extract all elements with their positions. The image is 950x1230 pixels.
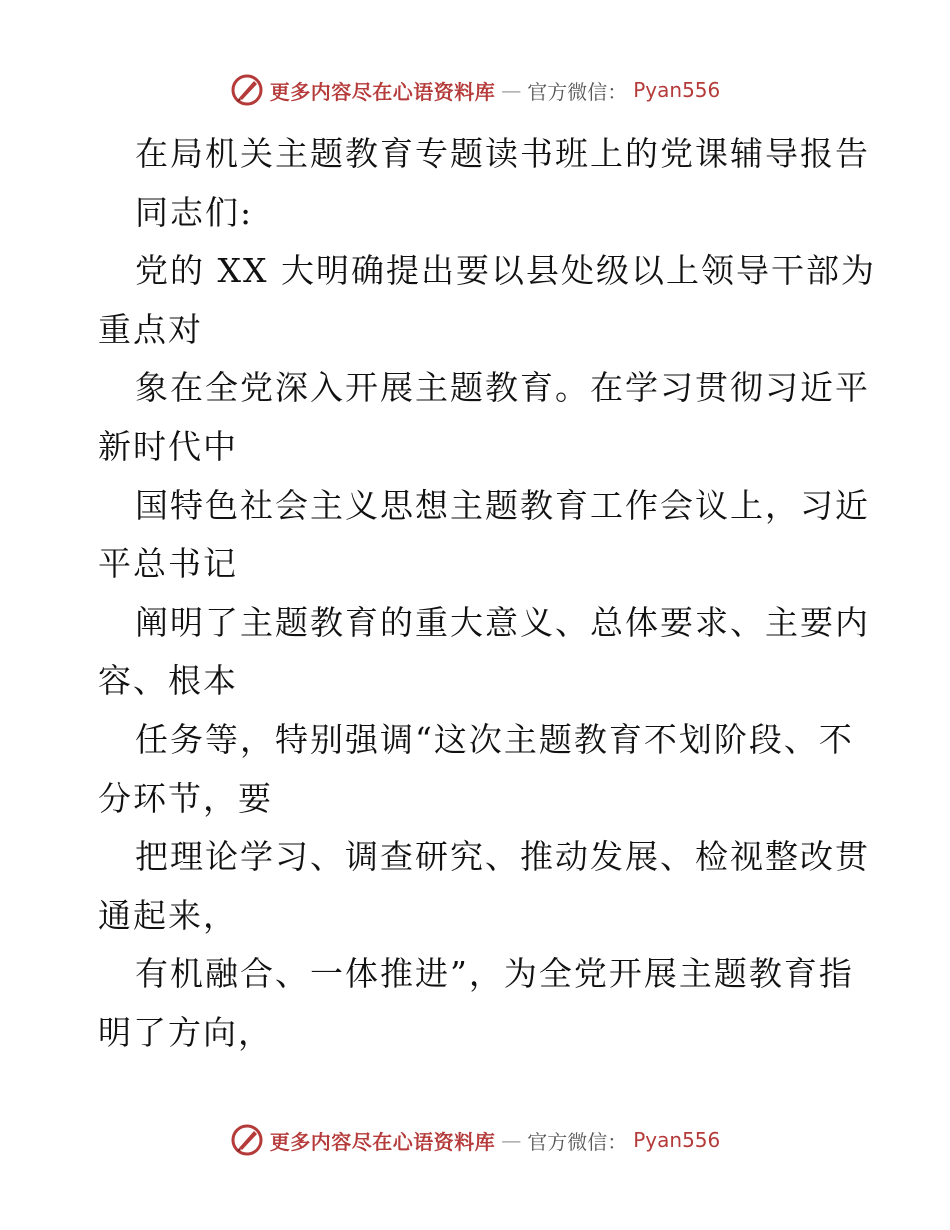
footer-banner [0, 1120, 950, 1160]
body-line: 阐明了主题教育的重大意义、总体要求、主要内 [135, 602, 870, 642]
quill-logo-icon [230, 73, 264, 107]
banner-brand-text: 更多内容尽在心语资料库 [269, 79, 496, 104]
body-line: 新时代中 [98, 426, 238, 466]
body-line: 通起来， [98, 895, 238, 935]
body-line: 有机融合、一体推进”，为全党开展主题教育指 [135, 954, 854, 994]
body-line: 平总书记 [98, 544, 238, 584]
banner-brand-text: 更多内容尽在心语资料库 [269, 1129, 496, 1154]
body-line: 把理论学习、调查研究、推动发展、检视整改贯 [135, 837, 870, 877]
banner-dash: — [501, 78, 522, 102]
banner-dash: — [501, 1128, 522, 1152]
banner-wechat-id: Pyan556 [633, 78, 721, 102]
body-line: 国特色社会主义思想主题教育工作会议上，习近 [135, 485, 870, 525]
banner-wechat-label: 官方微信： [527, 79, 628, 104]
body-line: 容、根本 [98, 661, 238, 701]
body-line: 明了方向， [98, 1012, 273, 1052]
document-title: 在局机关主题教育专题读书班上的党课辅导报告 [135, 134, 870, 173]
body-line: 象在全党深入开展主题教育。在学习贯彻习近平 [135, 368, 870, 408]
body-line: 重点对 [98, 309, 203, 349]
banner-wechat-label: 官方微信： [527, 1129, 628, 1154]
body-line: 党的 XX 大明确提出要以县处级以上领导干部为 [135, 251, 876, 291]
body-line: 分环节，要 [98, 778, 273, 818]
header-banner [0, 70, 950, 110]
salutation: 同志们: [135, 192, 254, 232]
body-line: 任务等，特别强调“这次主题教育不划阶段、不 [135, 719, 854, 759]
quill-logo-icon [230, 1123, 264, 1157]
banner-wechat-id: Pyan556 [633, 1128, 721, 1152]
document-body [98, 125, 876, 1063]
